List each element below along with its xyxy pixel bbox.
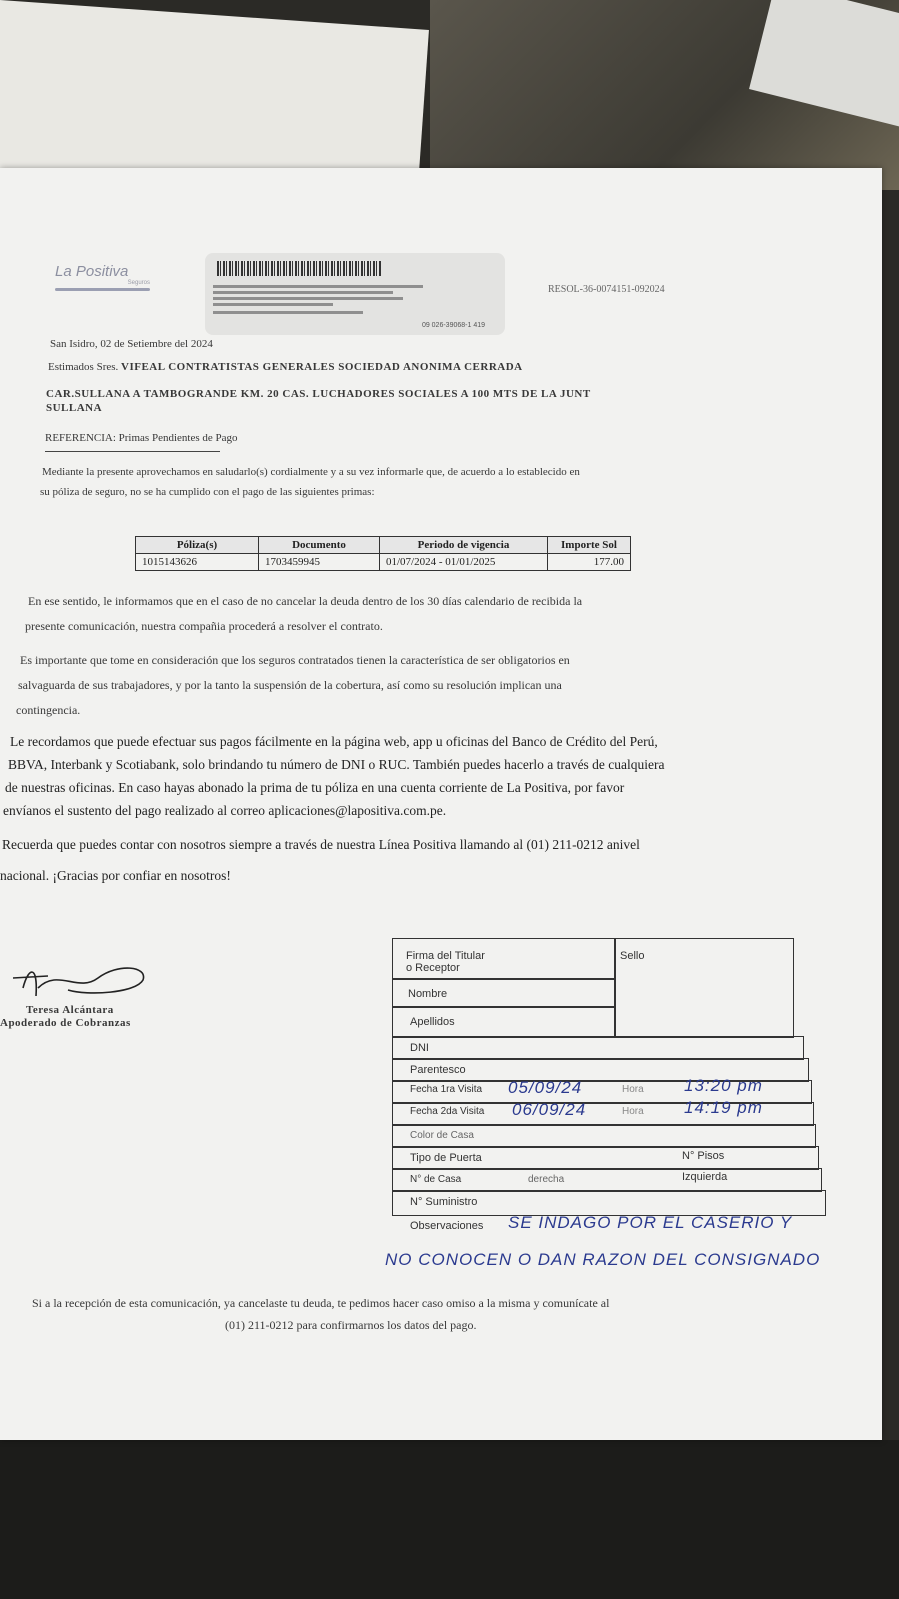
col-poliza: Póliza(s) xyxy=(136,537,259,554)
col-importe: Importe Sol xyxy=(548,537,631,554)
barcode xyxy=(217,261,382,276)
paragraph-2-line-2: salvaguarda de sus trabajadores, y por la tanto la suspensión de la cobertura, así como su resolución implican una xyxy=(18,678,562,692)
premiums-table xyxy=(135,536,631,571)
label-hora-1: Hora xyxy=(622,1084,644,1095)
paragraph-1-line-1: En ese sentido, le informamos que en el caso de no cancelar la deuda dentro de los 30 días calendario de recibida la xyxy=(28,594,583,608)
label-dni: DNI xyxy=(410,1042,429,1054)
visita-1-value: 05/09/24 xyxy=(508,1078,583,1097)
label-parentesco: Parentesco xyxy=(410,1064,466,1076)
col-periodo: Periodo de vigencia xyxy=(380,537,548,554)
label-suministro: N° Suministro xyxy=(410,1196,478,1208)
label-nombre: Nombre xyxy=(408,988,448,1000)
paragraph-3-line-2: BBVA, Interbank y Scotiabank, solo brindando tu número de DNI o RUC. También puedes hacerlo a través de cualquiera xyxy=(8,757,665,772)
address-line-2: SULLANA xyxy=(46,402,103,414)
observation-line-2: NO CONOCEN O DAN RAZON DEL CONSIGNADO xyxy=(385,1250,821,1269)
paragraph-2-line-3: contingencia. xyxy=(16,703,81,717)
hora-1-value: 13:20 pm xyxy=(684,1076,763,1095)
cell-importe: 177.00 xyxy=(548,554,631,571)
intro-line-2: su póliza de seguro, no se ha cumplido con el pago de las siguientes primas: xyxy=(40,486,375,498)
delivery-form xyxy=(392,938,822,1232)
reference: REFERENCIA: Primas Pendientes de Pago xyxy=(45,432,238,444)
footer-line-2: (01) 211-0212 para confirmarnos los datos del pago. xyxy=(225,1318,477,1332)
footer-line-1: Si a la recepción de esta comunicación, ya cancelaste tu deuda, te pedimos hacer caso omiso a la misma y comunícate al xyxy=(32,1296,610,1310)
paragraph-4-line-1: Recuerda que puedes contar con nosotros siempre a través de nuestra Línea Positiva llamando al (01) 211-0212 anivel xyxy=(2,837,640,852)
label-sello: Sello xyxy=(620,950,645,962)
signer-name: Teresa Alcántara xyxy=(26,1004,114,1016)
label-apellidos: Apellidos xyxy=(410,1016,455,1028)
intro-line-1: Mediante la presente aprovechamos en saludarlo(s) cordialmente y a su vez informarle que, de acuerdo a lo establecido en xyxy=(42,466,580,478)
label-observaciones: Observaciones xyxy=(410,1220,484,1232)
paragraph-4-line-2: nacional. ¡Gracias por confiar en nosotros! xyxy=(0,868,231,883)
label-pisos: N° Pisos xyxy=(682,1150,725,1162)
letter-date: San Isidro, 02 de Setiembre del 2024 xyxy=(50,338,213,350)
table-row xyxy=(136,554,631,571)
table-header-row xyxy=(136,537,631,554)
label-code: 09 026-39068-1 419 xyxy=(421,322,485,329)
paragraph-2-line-1: Es importante que tome en consideración que los seguros contratados tienen la característica de ser obligatorios en xyxy=(20,653,570,667)
visita-2-value: 06/09/24 xyxy=(512,1100,587,1119)
handwritten-signature xyxy=(8,958,158,1003)
label-receptor: o Receptor xyxy=(406,962,460,974)
label-derecha: derecha xyxy=(528,1174,565,1185)
salutation: Estimados Sres. VIFEAL CONTRATISTAS GENERALES SOCIEDAD ANONIMA CERRADA xyxy=(48,361,523,373)
paragraph-3-line-3: de nuestras oficinas. En caso hayas abonado la prima de tu póliza en una cuenta corriente de La Positiva, por favor xyxy=(5,780,625,795)
label-color: Color de Casa xyxy=(410,1130,474,1141)
paragraph-1-line-2: presente comunicación, nuestra compañia procederá a resolver el contrato. xyxy=(25,619,383,633)
la-positiva-logo: La Positiva Seguros xyxy=(55,263,150,291)
cell-poliza: 1015143626 xyxy=(136,554,259,571)
label-hora-2: Hora xyxy=(622,1106,644,1117)
observation-line-1: SE INDAGO POR EL CASERIO Y xyxy=(508,1213,793,1232)
label-n-casa: N° de Casa xyxy=(410,1174,462,1185)
label-izquierda: Izquierda xyxy=(682,1171,728,1183)
letter-page xyxy=(0,168,882,1440)
col-documento: Documento xyxy=(259,537,380,554)
paragraph-3-line-1: Le recordamos que puede efectuar sus pagos fácilmente en la página web, app u oficinas del Banco de Crédito del Perú, xyxy=(10,734,658,749)
cell-documento: 1703459945 xyxy=(259,554,380,571)
label-firma: Firma del Titular xyxy=(406,950,485,962)
resolution-number: RESOL-36-0074151-092024 xyxy=(548,284,665,295)
address-label xyxy=(205,253,505,335)
paragraph-3-line-4: envíanos el sustento del pago realizado al correo aplicaciones@lapositiva.com.pe. xyxy=(3,803,447,818)
label-tipo-puerta: Tipo de Puerta xyxy=(410,1152,482,1164)
signer-role: Apoderado de Cobranzas xyxy=(0,1017,131,1029)
background-floor xyxy=(0,1440,899,1599)
reference-underline xyxy=(45,451,220,452)
address-line-1: CAR.SULLANA A TAMBOGRANDE KM. 20 CAS. LUCHADORES SOCIALES A 100 MTS DE LA JUNT xyxy=(46,388,591,400)
label-visita-1: Fecha 1ra Visita xyxy=(410,1084,483,1095)
label-visita-2: Fecha 2da Visita xyxy=(410,1106,485,1117)
hora-2-value: 14:19 pm xyxy=(684,1098,763,1117)
cell-periodo: 01/07/2024 - 01/01/2025 xyxy=(380,554,548,571)
